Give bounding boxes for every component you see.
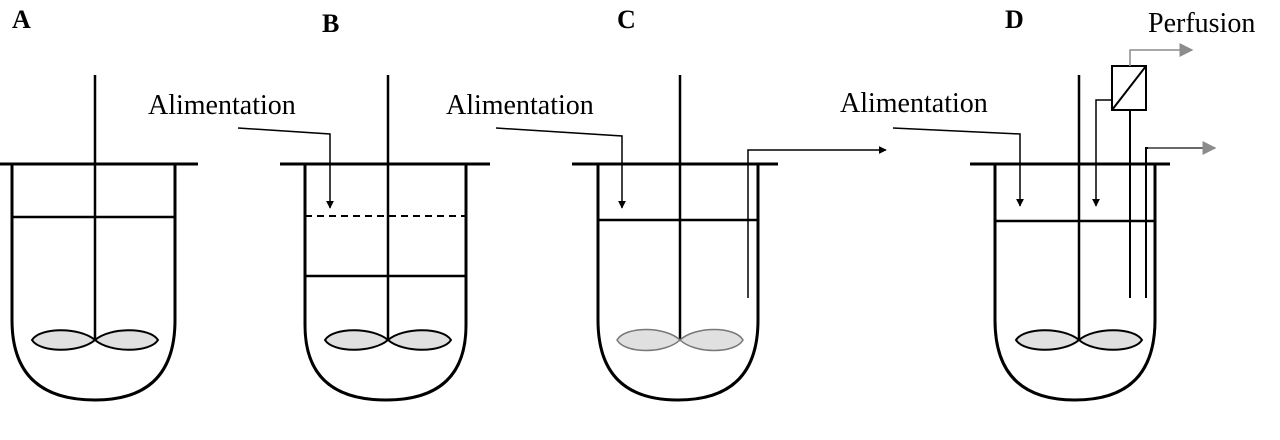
panel-d [840, 5, 1255, 400]
panel-b [148, 9, 490, 400]
panel-a [0, 5, 198, 400]
panel-c-letter: C [617, 5, 636, 34]
panel-b-letter: B [322, 9, 340, 38]
panel-b-feed-label: Alimentation [148, 90, 296, 121]
panel-c-feed-arrow [496, 128, 622, 208]
reactor-a-vessel [12, 164, 175, 400]
panel-d-recycle-arrow [1096, 100, 1112, 206]
panel-b-feed-arrow [238, 128, 330, 208]
panel-d-feed-label: Alimentation [840, 88, 988, 119]
panel-a-letter: A [12, 5, 31, 34]
panel-c-feed-label: Alimentation [446, 90, 594, 121]
panel-c-outlet-arrow [748, 150, 886, 298]
panel-d-outlet-label: Perfusion [1148, 8, 1256, 39]
panel-d-feed-arrow [893, 128, 1020, 206]
panel-d-letter: D [1005, 5, 1024, 34]
panel-c [446, 5, 886, 400]
reactor-b-vessel [305, 164, 466, 400]
perfusion-outlet-arrow [1130, 50, 1192, 66]
